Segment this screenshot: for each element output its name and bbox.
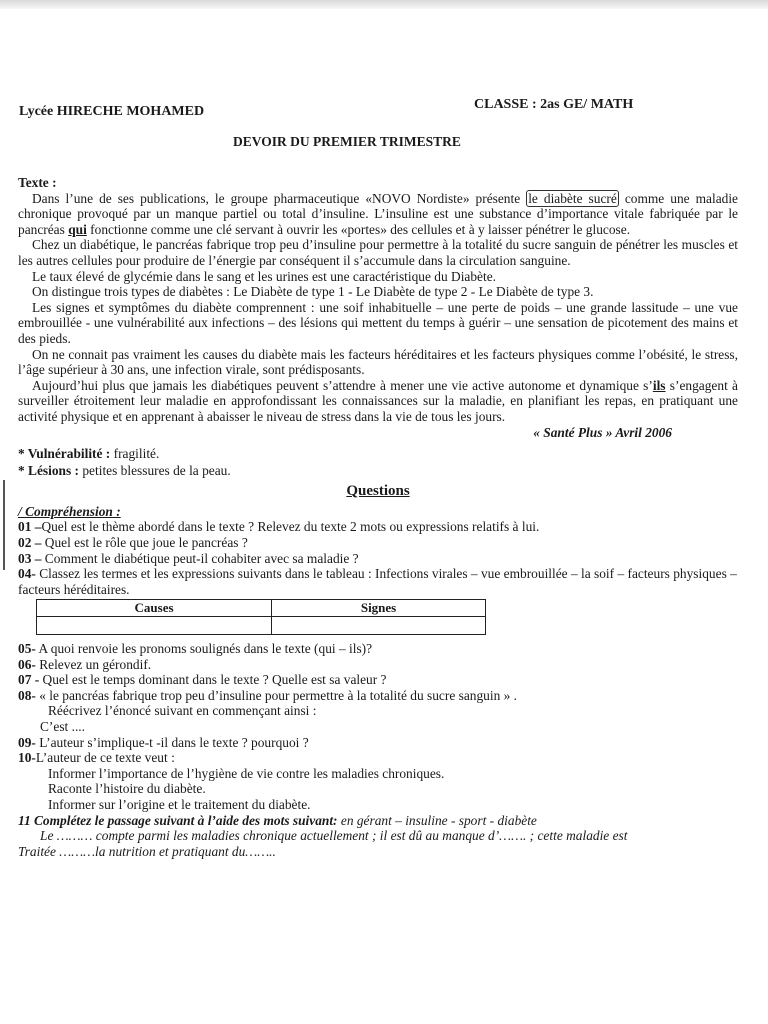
scan-edge-mark xyxy=(3,480,5,570)
table-header-signes: Signes xyxy=(272,600,486,617)
question-07 xyxy=(18,672,738,688)
paragraph-5: Les signes et symptômes du diabète comprennent : une soif inhabituelle – une perte de poids – une grande lassitude – une vue embrouillée - une vulnérabilité aux infections – des lésions qui mettent du temps à guérir – une sensation de picotement des mains et des pieds. xyxy=(18,299,738,346)
question-11-passage-line-1: Le ……… compte parmi les maladies chronique actuellement ; il est dû au manque d’……. ; cette maladie est xyxy=(40,828,628,844)
question-number: 09- xyxy=(18,734,36,750)
question-text: L’auteur s’implique-t -il dans le texte ? pourquoi ? xyxy=(35,734,309,750)
table-cell-signes xyxy=(272,617,486,635)
question-02 xyxy=(18,535,738,551)
question-11-passage-line-2: Traitée ………la nutrition et pratiquant du…….. xyxy=(18,843,276,859)
table-header-causes: Causes xyxy=(37,600,272,617)
paragraph-7-part-a: Aujourd’hui plus que jamais les diabétiques peuvent s’attendre à mener une vie active autonome et dynamique s’ xyxy=(32,377,653,393)
question-text: Quel est le thème abordé dans le texte ? Relevez du texte 2 mots ou expressions relatifs à lui. xyxy=(41,519,540,535)
paragraph-1-part-c: fonctionne comme une clé servant à ouvrir les «portes» des cellules et à y laisser pénétrer le glucose. xyxy=(86,221,631,237)
glossary-item xyxy=(18,463,738,479)
pronoun-ils: ils xyxy=(652,377,666,393)
question-number: 02 – xyxy=(18,535,42,551)
text-label: Texte : xyxy=(18,175,57,190)
question-text: A quoi renvoie les pronoms soulignés dans le texte (qui – ils)? xyxy=(35,641,373,657)
question-08 xyxy=(18,688,738,704)
question-10 xyxy=(18,750,738,766)
question-08-starter: C’est .... xyxy=(40,719,86,734)
question-10-option: Informer sur l’origine et le traitement du diabète. xyxy=(48,796,311,812)
paragraph-1 xyxy=(18,191,738,238)
question-text: Quel est le rôle que joue le pancréas ? xyxy=(41,535,248,551)
table-header-row xyxy=(37,600,486,617)
question-04 xyxy=(18,566,738,597)
question-01 xyxy=(18,519,738,535)
table-cell-causes xyxy=(37,617,272,635)
question-text: Comment le diabétique peut-il cohabiter avec sa maladie ? xyxy=(41,550,359,566)
paragraph-3: Le taux élevé de glycémie dans le sang et les urines est une caractéristique du Diabète. xyxy=(32,268,497,284)
questions-title: Questions xyxy=(346,483,410,500)
paragraph-7 xyxy=(18,378,738,425)
question-number: 06- xyxy=(18,656,36,672)
question-text: Quel est le temps dominant dans le texte ? Quelle est sa valeur ? xyxy=(39,672,387,688)
paragraph-6: On ne connait pas vraiment les causes du diabète mais les facteurs héréditaires et les facteurs physiques comme l’obésité, le stress, l’âge supérieur à 30 ans, une infection virale, sont prédisposants. xyxy=(18,346,738,378)
document-body xyxy=(18,175,738,859)
question-08-instruction: Réécrivez l’énoncé suivant en commençant ainsi : xyxy=(48,703,317,719)
question-10-option: Informer l’importance de l’hygiène de vie contre les maladies chroniques. xyxy=(48,765,445,781)
glossary-definition: petites blessures de la peau. xyxy=(79,462,231,478)
paragraph-2: Chez un diabétique, le pancréas fabrique trop peu d’insuline pour permettre à la totalité du sucre sanguin de pénétrer les muscles et les autres cellules pour produire de l’énergie par conséquent il s’accumule dans la circulation sanguine. xyxy=(18,237,738,268)
scan-border xyxy=(0,0,768,9)
question-10-option: Raconte l’histoire du diabète. xyxy=(48,781,206,797)
glossary xyxy=(18,446,738,478)
question-number: 10- xyxy=(18,750,36,766)
source-citation: « Santé Plus » Avril 2006 xyxy=(533,424,672,440)
glossary-item xyxy=(18,446,738,462)
question-text: Relevez un gérondif. xyxy=(35,656,152,672)
pronoun-qui: qui xyxy=(68,221,87,237)
school-name: Lycée HIRECHE MOHAMED xyxy=(19,104,205,119)
question-number: 01 – xyxy=(18,519,42,535)
paragraph-1-part-b: comme une maladie chronique provoqué par un manque partiel ou total d’insuline. L’insuline est une substance d’importance vitale fabriquée par le pancréas xyxy=(18,190,738,237)
question-number: 05- xyxy=(18,641,36,657)
question-number: 03 – xyxy=(18,550,42,566)
question-03 xyxy=(18,551,738,567)
glossary-definition: fragilité. xyxy=(110,446,160,462)
paragraph-1-part-a: Dans l’une de ses publications, le groupe pharmaceutique «NOVO Nordiste» présente xyxy=(32,190,527,206)
question-text: « le pancréas fabrique trop peu d’insuline pour permettre à la totalité du sucre sanguin » . xyxy=(35,687,518,703)
question-11-words: en gérant – insuline - sport - diabète xyxy=(337,812,537,828)
question-text: Classez les termes et les expressions suivants dans le tableau : Infections virales – vue embrouillée – la soif – facteurs physiques – facteurs héréditaires. xyxy=(18,566,737,597)
paragraph-7-part-b: s’engagent à surveiller étroitement leur maladie en approfondissant les connaissances sur la maladie, en planifiant les repas, en pratiquant une activité physique et en apprenant à abaisser le niveau de stress dans la vie de tous les jours. xyxy=(18,377,738,424)
question-09 xyxy=(18,735,738,751)
question-06 xyxy=(18,657,738,673)
classification-table xyxy=(36,599,486,635)
table-row xyxy=(37,617,486,635)
page-title: DEVOIR DU PREMIER TRIMESTRE xyxy=(233,134,461,149)
question-number: 07 - xyxy=(18,672,40,688)
question-11-instruction: 11 Complétez le passage suivant à l’aide des mots suivant: xyxy=(18,812,338,828)
section-comprehension: / Compréhension : xyxy=(18,503,121,519)
question-11 xyxy=(18,813,738,829)
paragraph-4: On distingue trois types de diabètes : Le Diabète de type 1 - Le Diabète de type 2 - Le Diabète de type 3. xyxy=(32,284,594,300)
question-text: L’auteur de ce texte veut : xyxy=(35,750,175,766)
question-number: 04- xyxy=(18,566,36,582)
glossary-term: * Lésions : xyxy=(18,462,80,478)
question-05 xyxy=(18,641,738,657)
circled-term: le diabète sucré xyxy=(528,190,617,206)
question-number: 08- xyxy=(18,687,36,703)
class-label: CLASSE : 2as GE/ MATH xyxy=(474,97,634,112)
glossary-term: * Vulnérabilité : xyxy=(18,446,111,462)
